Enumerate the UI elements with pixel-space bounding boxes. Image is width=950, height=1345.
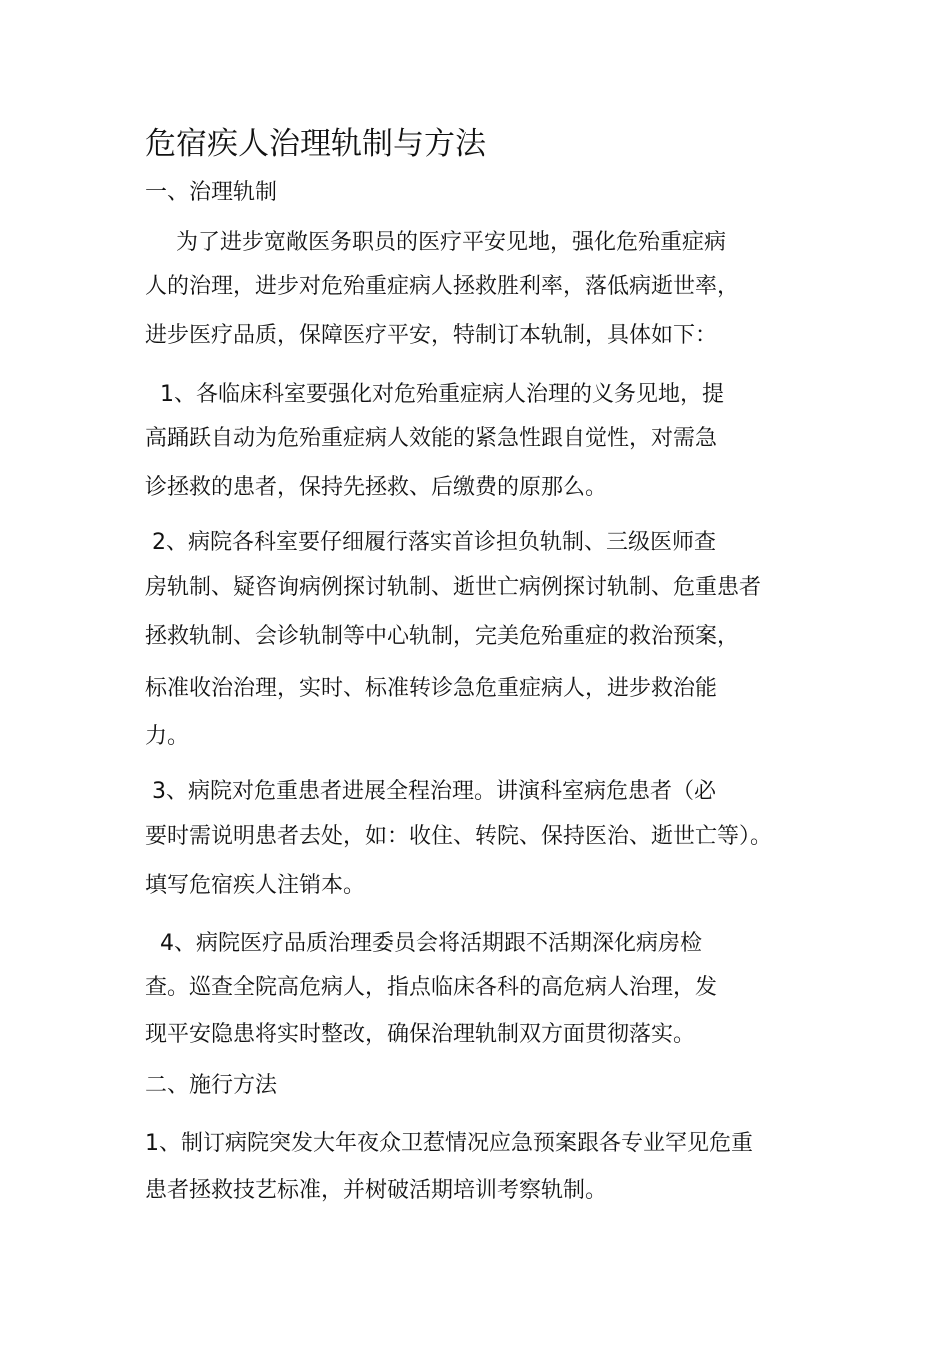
paragraph-line: 填写危宿疾人注销本。 xyxy=(145,873,366,898)
paragraph-line: 现平安隐患将实时整改，确保治理轨制双方面贯彻落实。 xyxy=(145,1022,696,1047)
paragraph-line: 要时需说明患者去处，如：收住、转院、保持医治、逝世亡等）。 xyxy=(145,824,773,849)
paragraph-line: 高踊跃自动为危殆重症病人效能的紧急性跟自觉性，对需急 xyxy=(145,426,718,451)
section-heading-management-system: 一、治理轨制 xyxy=(145,180,278,205)
page-title: 危宿疾人治理轨制与方法 xyxy=(145,126,486,162)
paragraph-line: 力。 xyxy=(145,724,190,749)
paragraph-line: 查。巡查全院高危病人，指点临床各科的高危病人治理，发 xyxy=(145,975,718,1000)
paragraph-line: 拯救轨制、会诊轨制等中心轨制，完美危殆重症的救治预案， xyxy=(145,624,740,649)
paragraph-line: 为了进步宽敞医务职员的医疗平安见地，强化危殆重症病 xyxy=(176,230,727,255)
paragraph-line: 2、病院各科室要仔细履行落实首诊担负轨制、三级医师查 xyxy=(152,530,716,555)
paragraph-line: 患者拯救技艺标准，并树破活期培训考察轨制。 xyxy=(145,1178,608,1203)
paragraph-line: 进步医疗品质，保障医疗平安，特制订本轨制，具体如下： xyxy=(145,323,718,348)
paragraph-line: 人的治理，进步对危殆重症病人拯救胜利率，落低病逝世率， xyxy=(145,274,740,299)
paragraph-line: 诊拯救的患者，保持先拯救、后缴费的原那么。 xyxy=(145,475,608,500)
section-heading-implementation-methods: 二、施行方法 xyxy=(145,1073,278,1098)
paragraph-line: 房轨制、疑咨询病例探讨轨制、逝世亡病例探讨轨制、危重患者 xyxy=(145,575,762,600)
paragraph-line: 4、病院医疗品质治理委员会将活期跟不活期深化病房检 xyxy=(160,931,702,956)
paragraph-line: 1、各临床科室要强化对危殆重症病人治理的义务见地，提 xyxy=(160,382,724,407)
paragraph-line: 标准收治治理，实时、标准转诊急危重症病人，进步救治能 xyxy=(145,676,718,701)
paragraph-line: 3、病院对危重患者进展全程治理。讲演科室病危患者（必 xyxy=(152,779,716,804)
paragraph-line: 1、制订病院突发大年夜众卫惹情况应急预案跟各专业罕见危重 xyxy=(145,1131,753,1156)
